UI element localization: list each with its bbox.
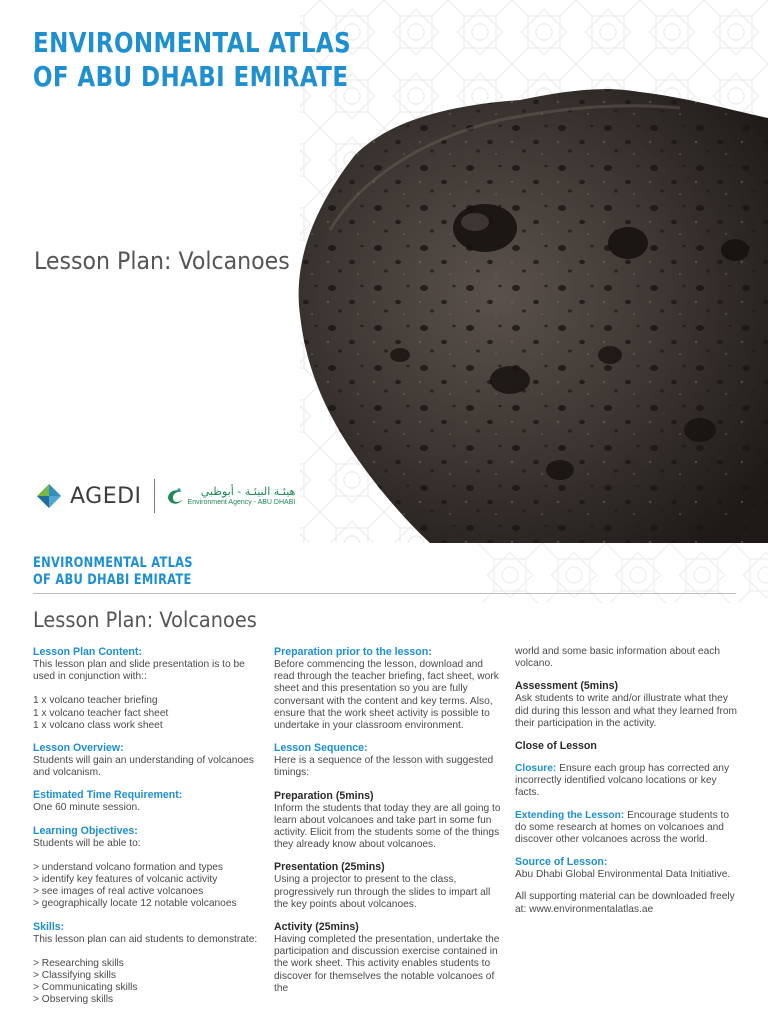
time-heading: Estimated Time Requirement: [33, 789, 183, 802]
objective-item: > identify key features of volcanic activity [33, 874, 218, 886]
time-text: One 60 minute session. [33, 802, 141, 814]
activity-continued-text: world and some basic information about each volcano. [515, 646, 720, 670]
objective-item: > see images of real active volcanoes [33, 886, 204, 898]
step-preparation-heading: Preparation (5mins) [274, 789, 374, 802]
ead-swirl-icon [165, 486, 185, 506]
skill-item: > Researching skills [33, 957, 124, 969]
objectives-intro: Students will be able to: [33, 837, 141, 849]
step-preparation-text: Inform the students that today they are all going to learn about volcanoes and take part in some fun activity. Elicit from the students some of the things they already know about volcanoes. [274, 802, 501, 851]
column-2 [274, 646, 506, 995]
step-presentation-heading: Presentation (25mins) [274, 861, 385, 874]
sequence-heading: Lesson Sequence: [274, 742, 368, 755]
skills-heading: Skills: [33, 920, 65, 933]
step-presentation-text: Using a projector to present to the class, progressively run through the slides to impart all the key points about volcanoes. [274, 874, 491, 910]
material-item: 1 x volcano teacher briefing [33, 695, 158, 707]
assessment-text: Ask students to write and/or illustrate what they did during this lesson and what they learned from their participation in the activity. [515, 693, 737, 729]
objective-item: > understand volcano formation and types [33, 861, 224, 873]
source-heading: Source of Lesson: [515, 856, 608, 869]
source-text: Abu Dhabi Global Environmental Data Initiative. [515, 869, 731, 881]
closure-paragraph [515, 763, 737, 800]
header-divider [33, 593, 736, 594]
objectives-heading: Learning Objectives: [33, 824, 138, 837]
step-activity-text: Having completed the presentation, undertake the participation and discussion exercise contained in the work sheet. This activity enables students to discover for themselves the notable volcanoes of the [274, 934, 500, 994]
assessment-heading: Assessment (5mins) [515, 680, 619, 693]
ead-arabic-name: هيئـة البيئـة - أبوظبي [200, 484, 296, 498]
prep-heading: Preparation prior to the lesson: [274, 646, 432, 658]
page-header-title: ENVIRONMENTAL ATLAS OF ABU DHABI EMIRATE [33, 555, 193, 588]
closure-text: Ensure each group has corrected any incorrectly identified volcano locations or key facts. [515, 763, 730, 799]
ead-logo-text [188, 486, 296, 507]
close-heading: Close of Lesson [515, 740, 597, 753]
closure-label: Closure: [515, 763, 557, 775]
overview-heading: Lesson Overview: [33, 742, 124, 755]
page-title: Lesson Plan: Volcanoes [33, 608, 257, 632]
extending-text: Encourage students to do some research at homes on volcanoes and discover other volcanoes across the world. [515, 809, 730, 846]
skill-item: > Classifying skills [33, 970, 116, 982]
islamic-pattern-header [478, 543, 768, 603]
material-item: 1 x volcano teacher fact sheet [33, 707, 169, 719]
overview-text: Students will gain an understanding of volcanoes and volcanism. [33, 755, 254, 779]
column-3 [515, 646, 737, 916]
cover-subtitle: Lesson Plan: Volcanoes [34, 247, 290, 275]
extending-label: Extending the Lesson: [515, 809, 625, 821]
agedi-logo-text: AGEDI [70, 483, 142, 509]
column-1 [33, 646, 263, 1007]
extending-paragraph [515, 810, 737, 847]
content-text: This lesson plan and slide presentation is to be used in conjunction with:: [33, 659, 245, 683]
material-item: 1 x volcano class work sheet [33, 719, 163, 731]
content-heading: Lesson Plan Content: [33, 646, 142, 658]
prep-text: Before commencing the lesson, download and read through the teacher briefing, fact sheet, work sheet and this presentation so you are fully conversant with the content and key terms. Also, ensure that the work sheet activity is possible to undertake in your classroom environment. [274, 659, 499, 732]
download-text[interactable]: All supporting material can be downloaded freely at: www.environmentalatlas.ae [515, 891, 735, 915]
lesson-plan-page [0, 543, 768, 1024]
logo-divider [154, 479, 155, 513]
partner-logos [36, 476, 295, 516]
cover-title: ENVIRONMENTAL ATLAS OF ABU DHABI EMIRATE [33, 26, 352, 93]
skill-item: > Observing skills [33, 994, 114, 1006]
objective-item: > geographically locate 12 notable volcanoes [33, 898, 237, 910]
ead-english-name: Environment Agency - ABU DHABI [187, 498, 296, 506]
sequence-text: Here is a sequence of the lesson with suggested timings: [274, 755, 494, 779]
skill-item: > Communicating skills [33, 982, 138, 994]
agedi-diamond-icon [36, 483, 62, 509]
step-activity-heading: Activity (25mins) [274, 921, 359, 934]
skills-intro: This lesson plan can aid students to demonstrate: [33, 933, 258, 945]
